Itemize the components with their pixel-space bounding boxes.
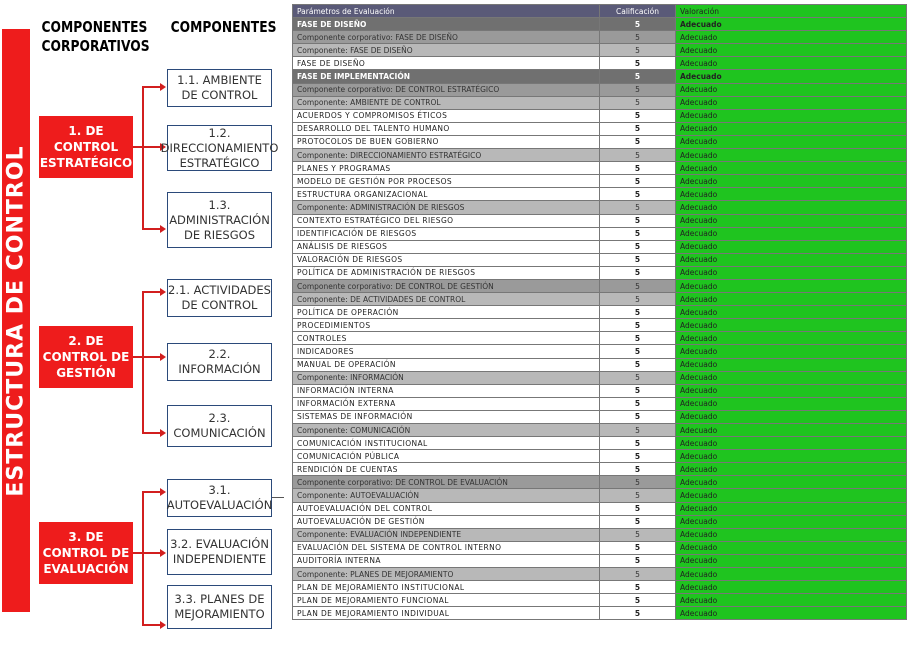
score-cell: 5 [600, 96, 676, 109]
rating-cell: Adecuado [676, 122, 907, 135]
parameter-cell: FASE DE IMPLEMENTACIÓN [293, 70, 600, 83]
table-row [293, 279, 907, 292]
rating-cell: Adecuado [676, 31, 907, 44]
table-row [293, 541, 907, 554]
table-row [293, 109, 907, 122]
score-cell: 5 [600, 240, 676, 253]
rating-cell: Adecuado [676, 188, 907, 201]
score-cell: 5 [600, 162, 676, 175]
component-3-3 [167, 585, 272, 629]
vertical-title: ESTRUCTURA DE CONTROL [3, 144, 29, 497]
parameter-cell: Componente corporativo: DE CONTROL DE GESTIÓN [293, 279, 600, 292]
score-cell: 5 [600, 293, 676, 306]
parameter-cell: AUTOEVALUACIÓN DEL CONTROL [293, 502, 600, 515]
table-row [293, 502, 907, 515]
parameter-cell: Componente: COMUNICACIÓN [293, 424, 600, 437]
rating-cell: Adecuado [676, 554, 907, 567]
rating-cell: Adecuado [676, 424, 907, 437]
score-cell: 5 [600, 450, 676, 463]
group-1-label: 1. DE CONTROL ESTRATÉGICO [39, 124, 133, 170]
parameter-cell: RENDICIÓN DE CUENTAS [293, 463, 600, 476]
rating-cell: Adecuado [676, 149, 907, 162]
rating-cell: Adecuado [676, 594, 907, 607]
table-row [293, 450, 907, 463]
component-label: 1.3. ADMINISTRACIÓN DE RIESGOS [169, 197, 270, 242]
rating-cell: Adecuado [676, 109, 907, 122]
table-row [293, 345, 907, 358]
connector [142, 291, 144, 433]
parameter-cell: INDICADORES [293, 345, 600, 358]
vertical-title-bar [2, 29, 30, 612]
arrow-icon [160, 429, 166, 437]
rating-cell: Adecuado [676, 227, 907, 240]
score-cell: 5 [600, 541, 676, 554]
rating-cell: Adecuado [676, 384, 907, 397]
parameter-cell: PLAN DE MEJORAMIENTO FUNCIONAL [293, 594, 600, 607]
rating-cell: Adecuado [676, 541, 907, 554]
parameter-cell: PROTOCOLOS DE BUEN GOBIERNO [293, 135, 600, 148]
table-row [293, 83, 907, 96]
rating-cell: Adecuado [676, 96, 907, 109]
rating-cell: Adecuado [676, 214, 907, 227]
score-cell: 5 [600, 109, 676, 122]
score-cell: 5 [600, 83, 676, 96]
score-cell: 5 [600, 463, 676, 476]
rating-cell: Adecuado [676, 201, 907, 214]
parameter-cell: PROCEDIMIENTOS [293, 319, 600, 332]
rating-cell: Adecuado [676, 18, 907, 31]
evaluation-table [292, 4, 907, 620]
component-label: 3.2. EVALUACIÓN INDEPENDIENTE [170, 537, 269, 566]
table-row [293, 18, 907, 31]
component-label: 3.1. AUTOEVALUACIÓN [166, 483, 273, 512]
group-3-label: 3. DE CONTROL DE EVALUACIÓN [42, 530, 130, 576]
connector [142, 491, 144, 625]
score-cell: 5 [600, 554, 676, 567]
parameter-cell: ESTRUCTURA ORGANIZACIONAL [293, 188, 600, 201]
component-label: 2.3. COMUNICACIÓN [173, 411, 266, 440]
table-row [293, 227, 907, 240]
column-header: Valoración [676, 5, 907, 18]
table-row [293, 463, 907, 476]
rating-cell: Adecuado [676, 489, 907, 502]
rating-cell: Adecuado [676, 515, 907, 528]
score-cell: 5 [600, 384, 676, 397]
rating-cell: Adecuado [676, 240, 907, 253]
parameter-cell: Componente: FASE DE DISEÑO [293, 44, 600, 57]
rating-cell: Adecuado [676, 358, 907, 371]
table-row [293, 31, 907, 44]
rating-cell: Adecuado [676, 607, 907, 620]
rating-cell: Adecuado [676, 332, 907, 345]
parameter-cell: SISTEMAS DE INFORMACIÓN [293, 410, 600, 423]
score-cell: 5 [600, 319, 676, 332]
score-cell: 5 [600, 266, 676, 279]
score-cell: 5 [600, 568, 676, 581]
score-cell: 5 [600, 149, 676, 162]
component-2-1 [167, 279, 272, 317]
parameter-cell: Componente: DE ACTIVIDADES DE CONTROL [293, 293, 600, 306]
parameter-cell: IDENTIFICACIÓN DE RIESGOS [293, 227, 600, 240]
score-cell: 5 [600, 358, 676, 371]
table-row [293, 201, 907, 214]
score-cell: 5 [600, 371, 676, 384]
table-row [293, 568, 907, 581]
parameter-cell: Componente: AUTOEVALUACIÓN [293, 489, 600, 502]
table-row [293, 253, 907, 266]
table-row [293, 319, 907, 332]
table-row [293, 175, 907, 188]
table-row [293, 240, 907, 253]
parameter-cell: AUTOEVALUACIÓN DE GESTIÓN [293, 515, 600, 528]
connector [142, 86, 144, 229]
table-header-row [293, 5, 907, 18]
group-2-label: 2. DE CONTROL DE GESTIÓN [42, 334, 130, 380]
rating-cell: Adecuado [676, 397, 907, 410]
table-row [293, 70, 907, 83]
rating-cell: Adecuado [676, 162, 907, 175]
score-cell: 5 [600, 227, 676, 240]
parameter-cell: PLAN DE MEJORAMIENTO INDIVIDUAL [293, 607, 600, 620]
score-cell: 5 [600, 253, 676, 266]
connector [142, 356, 160, 358]
parameter-cell: ANÁLISIS DE RIESGOS [293, 240, 600, 253]
parameter-cell: DESARROLLO DEL TALENTO HUMANO [293, 122, 600, 135]
column-header: Parámetros de Evaluación [293, 5, 600, 18]
rating-cell: Adecuado [676, 135, 907, 148]
component-label: 2.2. INFORMACIÓN [178, 347, 261, 376]
rating-cell: Adecuado [676, 70, 907, 83]
parameter-cell: PLANES Y PROGRAMAS [293, 162, 600, 175]
table-row [293, 293, 907, 306]
arrow-icon [160, 353, 166, 361]
score-cell: 5 [600, 44, 676, 57]
parameter-cell: POLÍTICA DE ADMINISTRACIÓN DE RIESGOS [293, 266, 600, 279]
rating-cell: Adecuado [676, 345, 907, 358]
score-cell: 5 [600, 594, 676, 607]
arrow-icon [160, 549, 166, 557]
table-row [293, 44, 907, 57]
rating-cell: Adecuado [676, 463, 907, 476]
connector [142, 491, 160, 493]
parameter-cell: PLAN DE MEJORAMIENTO INSTITUCIONAL [293, 581, 600, 594]
table-row [293, 515, 907, 528]
rating-cell: Adecuado [676, 253, 907, 266]
parameter-cell: COMUNICACIÓN PÚBLICA [293, 450, 600, 463]
score-cell: 5 [600, 332, 676, 345]
table-row [293, 437, 907, 450]
score-cell: 5 [600, 476, 676, 489]
parameter-cell: MODELO DE GESTIÓN POR PROCESOS [293, 175, 600, 188]
table-row [293, 306, 907, 319]
rating-cell: Adecuado [676, 293, 907, 306]
table-row [293, 162, 907, 175]
component-2-3 [167, 405, 272, 447]
parameter-cell: AUDITORÍA INTERNA [293, 554, 600, 567]
arrow-icon [160, 621, 166, 629]
table-row [293, 554, 907, 567]
parameter-cell: Componente corporativo: FASE DE DISEÑO [293, 31, 600, 44]
rating-cell: Adecuado [676, 568, 907, 581]
score-cell: 5 [600, 437, 676, 450]
parameter-cell: Componente: DIRECCIONAMIENTO ESTRATÉGICO [293, 149, 600, 162]
parameter-cell: FASE DE DISEÑO [293, 57, 600, 70]
rating-cell: Adecuado [676, 528, 907, 541]
arrow-icon [160, 488, 166, 496]
table-row [293, 581, 907, 594]
table-row [293, 266, 907, 279]
parameter-cell: Componente: ADMINISTRACIÓN DE RIESGOS [293, 201, 600, 214]
score-cell: 5 [600, 188, 676, 201]
parameter-cell: Componente: AMBIENTE DE CONTROL [293, 96, 600, 109]
table-row [293, 384, 907, 397]
table-row [293, 476, 907, 489]
score-cell: 5 [600, 397, 676, 410]
arrow-icon [160, 225, 166, 233]
rating-cell: Adecuado [676, 175, 907, 188]
table-row [293, 122, 907, 135]
parameter-cell: Componente corporativo: DE CONTROL ESTRATÉGICO [293, 83, 600, 96]
group-1-box [39, 116, 133, 178]
parameter-cell: INFORMACIÓN EXTERNA [293, 397, 600, 410]
component-label: 1.1. AMBIENTE DE CONTROL [177, 73, 262, 102]
table-row [293, 358, 907, 371]
connector [142, 552, 160, 554]
parameter-cell: MANUAL DE OPERACIÓN [293, 358, 600, 371]
component-label: 1.2. DIRECCIONAMIENTO ESTRATÉGICO [160, 125, 279, 170]
score-cell: 5 [600, 122, 676, 135]
arrow-icon [160, 83, 166, 91]
score-cell: 5 [600, 345, 676, 358]
score-cell: 5 [600, 18, 676, 31]
connector [272, 497, 284, 498]
rating-cell: Adecuado [676, 57, 907, 70]
rating-cell: Adecuado [676, 437, 907, 450]
arrow-icon [160, 288, 166, 296]
rating-cell: Adecuado [676, 371, 907, 384]
component-1-3 [167, 192, 272, 248]
evaluation-table-body [293, 5, 907, 620]
header-components: COMPONENTES [170, 18, 277, 36]
table-row [293, 57, 907, 70]
score-cell: 5 [600, 279, 676, 292]
table-row [293, 149, 907, 162]
score-cell: 5 [600, 410, 676, 423]
connector [142, 432, 160, 434]
parameter-cell: Componente: PLANES DE MEJORAMIENTO [293, 568, 600, 581]
parameter-cell: EVALUACIÓN DEL SISTEMA DE CONTROL INTERNO [293, 541, 600, 554]
rating-cell: Adecuado [676, 581, 907, 594]
table-row [293, 410, 907, 423]
table-row [293, 397, 907, 410]
parameter-cell: Componente: EVALUACIÓN INDEPENDIENTE [293, 528, 600, 541]
component-3-1 [167, 479, 272, 517]
parameter-cell: FASE DE DISEÑO [293, 18, 600, 31]
parameter-cell: COMUNICACIÓN INSTITUCIONAL [293, 437, 600, 450]
score-cell: 5 [600, 201, 676, 214]
group-2-box [39, 326, 133, 388]
rating-cell: Adecuado [676, 410, 907, 423]
score-cell: 5 [600, 175, 676, 188]
table-row [293, 424, 907, 437]
connector [142, 291, 160, 293]
group-3-box [39, 522, 133, 584]
component-1-1 [167, 69, 272, 107]
component-1-2 [160, 125, 279, 171]
rating-cell: Adecuado [676, 266, 907, 279]
rating-cell: Adecuado [676, 279, 907, 292]
score-cell: 5 [600, 528, 676, 541]
table-row [293, 96, 907, 109]
rating-cell: Adecuado [676, 83, 907, 96]
score-cell: 5 [600, 135, 676, 148]
table-row [293, 135, 907, 148]
score-cell: 5 [600, 214, 676, 227]
parameter-cell: ACUERDOS Y COMPROMISOS ÉTICOS [293, 109, 600, 122]
rating-cell: Adecuado [676, 476, 907, 489]
table-row [293, 528, 907, 541]
score-cell: 5 [600, 70, 676, 83]
parameter-cell: POLÍTICA DE OPERACIÓN [293, 306, 600, 319]
table-row [293, 489, 907, 502]
score-cell: 5 [600, 502, 676, 515]
component-label: 2.1. ACTIVIDADES DE CONTROL [168, 283, 271, 312]
score-cell: 5 [600, 57, 676, 70]
table-row [293, 607, 907, 620]
rating-cell: Adecuado [676, 450, 907, 463]
parameter-cell: CONTROLES [293, 332, 600, 345]
table-row [293, 188, 907, 201]
table-row [293, 332, 907, 345]
parameter-cell: CONTEXTO ESTRATÉGICO DEL RIESGO [293, 214, 600, 227]
parameter-cell: Componente: INFORMACIÓN [293, 371, 600, 384]
score-cell: 5 [600, 607, 676, 620]
score-cell: 5 [600, 306, 676, 319]
table-row [293, 594, 907, 607]
component-label: 3.3. PLANES DE MEJORAMIENTO [174, 592, 265, 621]
connector [142, 228, 160, 230]
component-2-2 [167, 343, 272, 381]
rating-cell: Adecuado [676, 44, 907, 57]
table-row [293, 214, 907, 227]
rating-cell: Adecuado [676, 502, 907, 515]
parameter-cell: VALORACIÓN DE RIESGOS [293, 253, 600, 266]
header-corporate-components: COMPONENTES CORPORATIVOS [41, 18, 150, 55]
table-row [293, 371, 907, 384]
rating-cell: Adecuado [676, 306, 907, 319]
connector [142, 86, 160, 88]
score-cell: 5 [600, 424, 676, 437]
connector [142, 146, 160, 148]
score-cell: 5 [600, 31, 676, 44]
column-header: Calificación [600, 5, 676, 18]
score-cell: 5 [600, 581, 676, 594]
component-3-2 [167, 529, 272, 575]
parameter-cell: Componente corporativo: DE CONTROL DE EVALUACIÓN [293, 476, 600, 489]
connector [142, 624, 160, 626]
parameter-cell: INFORMACIÓN INTERNA [293, 384, 600, 397]
score-cell: 5 [600, 489, 676, 502]
score-cell: 5 [600, 515, 676, 528]
rating-cell: Adecuado [676, 319, 907, 332]
